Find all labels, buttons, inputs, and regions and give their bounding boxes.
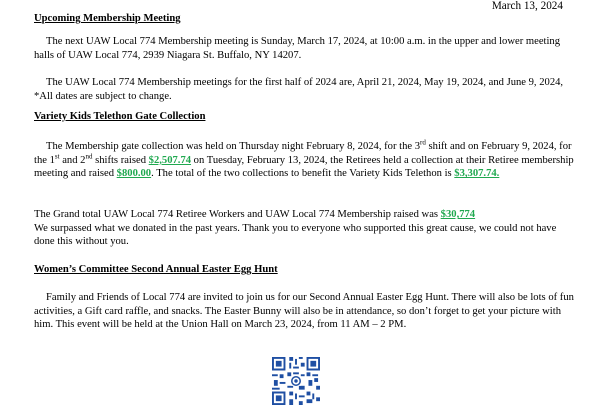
telethon-text: . The total of the two collections to benefit the Variety Kids Telethon is — [151, 168, 455, 180]
ordinal-suffix: rd — [420, 138, 426, 147]
ordinal-suffix: st — [54, 152, 60, 161]
telethon-text: shifts raised — [92, 154, 149, 166]
qr-code-icon — [272, 357, 320, 405]
telethon-paragraph-1 — [34, 140, 574, 181]
heading-membership-meeting: Upcoming Membership Meeting — [34, 13, 181, 24]
amount-retirees: $800.00 — [116, 168, 152, 180]
telethon-text: The Grand total UAW Local 774 Retiree Workers and UAW Local 774 Membership raised was — [34, 209, 441, 220]
telethon-text: The Membership gate collection was held on Thursday night February 8, 2024, for the 3 — [46, 141, 421, 152]
meeting-paragraph-2: The UAW Local 774 Membership meetings for the first half of 2024 are, April 21, 2024, May 19, 2024, and June 9, 2024, *All dates are subject to change. — [34, 77, 564, 102]
telethon-text: shift and on February 9, 2024, for the 1 — [34, 141, 572, 166]
amount-membership: $2,507.74 — [148, 154, 192, 166]
document-date: March 13, 2024 — [491, 0, 563, 12]
meeting-paragraph-1: The next UAW Local 774 Membership meeting is Sunday, March 17, 2024, at 10:00 a.m. in the upper and lower meeting halls of UAW Local 774, 2939 Niagara St. Buffalo, NY 14207. — [34, 36, 561, 61]
ordinal-suffix: nd — [85, 152, 93, 161]
amount-total: $3,307.74. — [454, 168, 500, 180]
heading-telethon: Variety Kids Telethon Gate Collection — [34, 111, 206, 122]
easter-paragraph: Family and Friends of Local 774 are invited to join us for our Second Annual Easter Egg Hunt. There will also be lots of fun activities, a Gift card raffle, and snacks. The Easter Bunny will also be in attendance, so don’t forget to get your picture with him. This event will be held at the Union Hall on March 23, 2024, from 11 AM – 2 PM. — [34, 292, 574, 331]
telethon-text: on Tuesday, February 13, 2024, the Retirees held a collection at their Retiree membership meeting and raised — [34, 154, 574, 180]
amount-grand-total: $30,774 — [440, 209, 476, 220]
telethon-paragraph-2 — [34, 208, 574, 249]
telethon-text: and 2 — [59, 154, 86, 166]
telethon-thanks: We surpassed what we donated in the past years. Thank you to everyone who supported this great cause, we could not have done this without you. — [34, 222, 557, 248]
heading-easter-egg-hunt: Women’s Committee Second Annual Easter Egg Hunt — [34, 264, 278, 275]
